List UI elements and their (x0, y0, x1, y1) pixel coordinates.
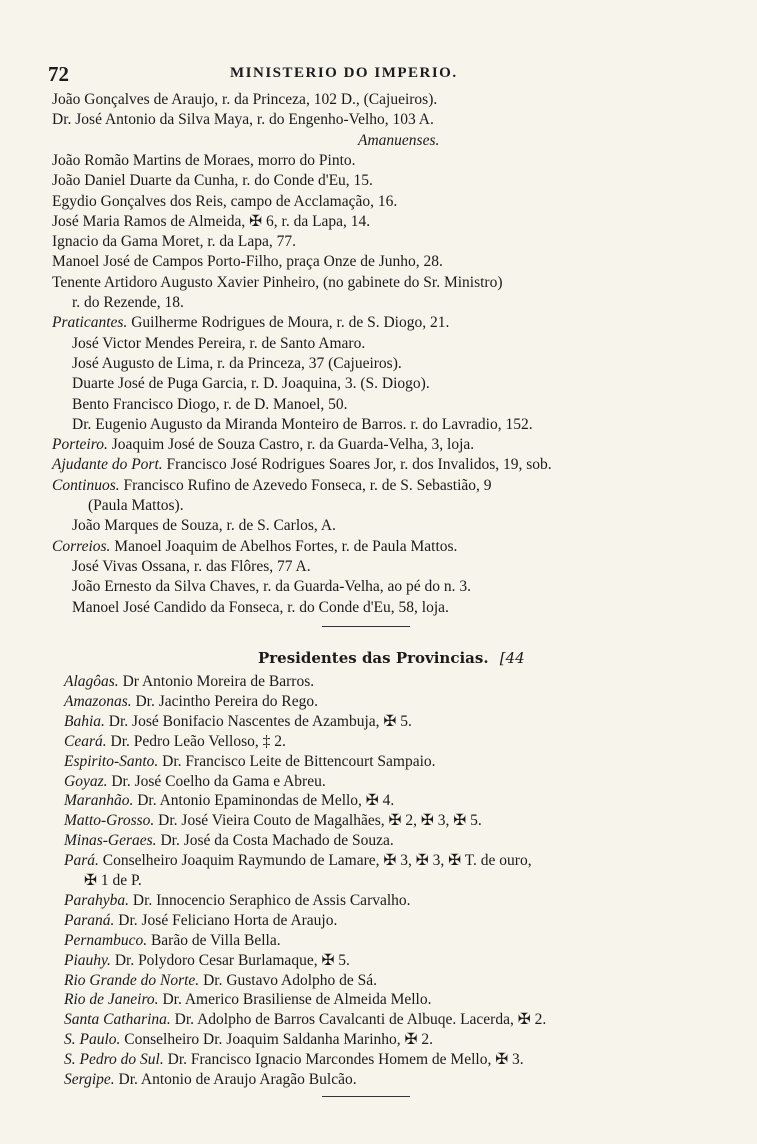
text-line (72, 577, 471, 597)
entry-label: S. Paulo. (64, 1031, 121, 1049)
text-line (64, 712, 412, 732)
text-line (52, 151, 356, 171)
entry-text: ✠ 1 de P. (84, 872, 142, 889)
entry-text: Manoel José Candido da Fonseca, r. do Conde d'Eu, 58, loja. (72, 598, 449, 616)
closing-divider (322, 1096, 410, 1097)
text-line (72, 374, 430, 394)
entry-text: Conselheiro Joaquim Raymundo de Lamare, ✠ 3, ✠ 3, ✠ T. de ouro, (98, 852, 532, 870)
entry-text: João Gonçalves de Araujo, r. da Princeza, 102 D., (Cajueiros). (52, 91, 438, 108)
entry-text: Dr. Eugenio Augusto da Miranda Monteiro de Barros. r. do Lavradio, 152. (72, 415, 533, 433)
entry-text: José Maria Ramos de Almeida, ✠ 6, r. da Lapa, 14. (52, 212, 371, 230)
entry-label: Bahia. (64, 712, 105, 730)
text-line (52, 313, 449, 333)
entry-label: Ajudante do Port. (52, 456, 163, 474)
entry-text: Dr. José da Costa Machado de Souza. (156, 832, 394, 850)
entry-text: José Victor Mendes Pereira, r. de Santo Amaro. (72, 334, 366, 352)
entry-text: Dr. José Coelho da Gama e Abreu. (107, 772, 326, 790)
text-line (72, 516, 336, 536)
entry-text: José Vivas Ossana, r. das Flôres, 77 A. (72, 557, 311, 575)
entry-label: Correios. (52, 537, 111, 555)
entry-text: Egydio Gonçalves dos Reis, campo de Acclamação, 16. (52, 192, 398, 210)
text-line (52, 171, 373, 191)
entry-text: Dr. Innocencio Seraphico de Assis Carvalho. (129, 891, 411, 909)
text-line (64, 672, 314, 692)
entry-text: Manoel Joaquim de Abelhos Fortes, r. de Paula Mattos. (110, 537, 458, 555)
text-line (64, 971, 377, 991)
text-line (72, 334, 365, 354)
entry-label: Alagôas. (64, 673, 119, 690)
entry-text: Dr. Antonio Epaminondas de Mello, ✠ 4. (133, 792, 395, 810)
entry-label: Rio Grande do Norte. (64, 971, 200, 989)
entry-text: Dr. Americo Brasiliense de Almeida Mello. (158, 991, 432, 1009)
entry-text: Duarte José de Puga Garcia, r. D. Joaquina, 3. (S. Diogo). (72, 375, 430, 393)
text-line (64, 772, 326, 792)
entry-label: S. Pedro do Sul. (64, 1051, 164, 1069)
running-head: MINISTERIO DO IMPERIO. (230, 65, 458, 81)
entry-text: Dr. José Bonifacio Nascentes de Azambuja, ✠ 5. (104, 712, 412, 730)
text-line (84, 871, 142, 891)
text-line (64, 990, 431, 1010)
entry-text: João Marques de Souza, r. de S. Carlos, A. (72, 517, 336, 535)
entry-label: Maranhão. (64, 792, 134, 810)
entry-text: José Augusto de Lima, r. da Princeza, 37 (Cajueiros). (72, 354, 402, 372)
text-line (64, 851, 532, 871)
text-line (64, 1070, 357, 1090)
entry-text: Tenente Artidoro Augusto Xavier Pinheiro, (no gabinete do Sr. Ministro) (52, 273, 503, 291)
text-line (52, 90, 437, 110)
text-line (64, 732, 286, 752)
text-line (72, 557, 311, 577)
entry-text: (Paula Mattos). (88, 497, 184, 514)
entry-label: Praticantes. (52, 314, 128, 332)
entry-text: Dr. Gustavo Adolpho de Sá. (199, 971, 377, 989)
page-header (48, 62, 708, 88)
text-line (64, 931, 281, 951)
entry-text: Francisco José Rodrigues Soares Jor, r. dos Invalidos, 19, sob. (162, 456, 552, 474)
entry-text: Dr. Polydoro Cesar Burlamaque, ✠ 5. (110, 951, 350, 969)
entry-text: João Ernesto da Silva Chaves, r. da Guarda-Velha, ao pé do n. 3. (72, 578, 472, 596)
entry-text: Dr. José Feliciano Horta de Araujo. (114, 911, 338, 929)
text-line (64, 752, 436, 772)
entry-label: Piauhy. (64, 951, 111, 969)
entry-label: Porteiro. (52, 436, 108, 454)
text-line (64, 831, 394, 851)
entry-text: Francisco Rufino de Azevedo Fonseca, r. de S. Sebastião, 9 (119, 476, 492, 494)
entry-label: Ceará. (64, 732, 107, 750)
entry-text: João Daniel Duarte da Cunha, r. do Conde d'Eu, 15. (52, 172, 373, 190)
text-line (52, 232, 296, 252)
text-line (64, 951, 350, 971)
entry-label: Sergipe. (64, 1071, 115, 1088)
page-number: 72 (48, 62, 69, 86)
text-line (358, 131, 439, 151)
section-heading-title: Presidentes das Provincias. (258, 649, 489, 667)
entry-text: Dr Antonio Moreira de Barros. (118, 673, 315, 690)
text-line (64, 811, 482, 831)
text-line (72, 293, 184, 313)
entry-label: Continuos. (52, 476, 120, 494)
entry-text: Dr. Jacintho Pereira do Rego. (131, 692, 318, 710)
text-line (52, 435, 474, 455)
entry-text: Dr. Adolpho de Barros Cavalcanti de Albuqe. Lacerda, ✠ 2. (170, 1011, 547, 1029)
text-line (72, 354, 402, 374)
entry-label: Paraná. (64, 911, 115, 929)
text-line (52, 273, 503, 293)
entry-text: Dr. Francisco Ignacio Marcondes Homem de Mello, ✠ 3. (163, 1051, 524, 1069)
entry-text: Dr. José Vieira Couto de Magalhães, ✠ 2, ✠ 3, ✠ 5. (154, 812, 482, 830)
entry-text: Amanuenses. (358, 131, 440, 149)
text-line (52, 455, 552, 475)
text-line (64, 1050, 524, 1070)
entry-label: Espirito-Santo. (64, 752, 159, 770)
text-line (52, 537, 457, 557)
section-divider (322, 626, 410, 627)
section-heading-ref: [44 (499, 649, 525, 667)
text-line (72, 415, 533, 435)
entry-text: Bento Francisco Diogo, r. de D. Manoel, 50. (72, 395, 348, 413)
entry-text: João Romão Martins de Moraes, morro do Pinto. (52, 151, 356, 169)
entry-label: Matto-Grosso. (64, 812, 155, 830)
entry-label: Goyaz. (64, 772, 108, 790)
entry-label: Minas-Geraes. (64, 832, 157, 850)
entry-label: Pernambuco. (64, 931, 148, 949)
entry-text: Manoel José de Campos Porto-Filho, praça Onze de Junho, 28. (52, 253, 443, 271)
entry-label: Santa Catharina. (64, 1011, 171, 1029)
entry-label: Pará. (64, 852, 99, 870)
text-line (52, 192, 397, 212)
entry-text: Dr. Francisco Leite de Bittencourt Sampaio. (158, 752, 436, 770)
text-line (64, 1010, 546, 1030)
entry-text: r. do Rezende, 18. (72, 294, 184, 311)
entry-label: Rio de Janeiro. (64, 991, 159, 1009)
entry-label: Parahyba. (64, 891, 130, 909)
entry-text: Guilherme Rodrigues de Moura, r. de S. Diogo, 21. (127, 314, 450, 332)
text-line (64, 911, 337, 931)
text-line (52, 110, 434, 130)
entry-text: Dr. Antonio de Araujo Aragão Bulcão. (114, 1071, 357, 1088)
entry-text: Conselheiro Dr. Joaquim Saldanha Marinho, ✠ 2. (120, 1031, 434, 1049)
entry-text: Ignacio da Gama Moret, r. da Lapa, 77. (52, 233, 297, 251)
text-line (64, 692, 318, 712)
entry-label: Amazonas. (64, 692, 132, 710)
text-line (72, 395, 348, 415)
text-line (64, 891, 411, 911)
text-line (64, 791, 394, 811)
entry-text: Dr. Pedro Leão Velloso, ‡ 2. (106, 732, 286, 750)
entry-text: Barão de Villa Bella. (147, 931, 281, 949)
text-line (52, 252, 443, 272)
text-line (72, 598, 449, 618)
text-line (52, 212, 370, 232)
entry-text: Dr. José Antonio da Silva Maya, r. do Engenho-Velho, 103 A. (52, 111, 434, 129)
text-line (64, 1030, 433, 1050)
text-line (52, 476, 492, 496)
section-heading (258, 648, 525, 668)
text-line (88, 496, 184, 516)
entry-text: Joaquim José de Souza Castro, r. da Guarda-Velha, 3, loja. (107, 436, 475, 454)
